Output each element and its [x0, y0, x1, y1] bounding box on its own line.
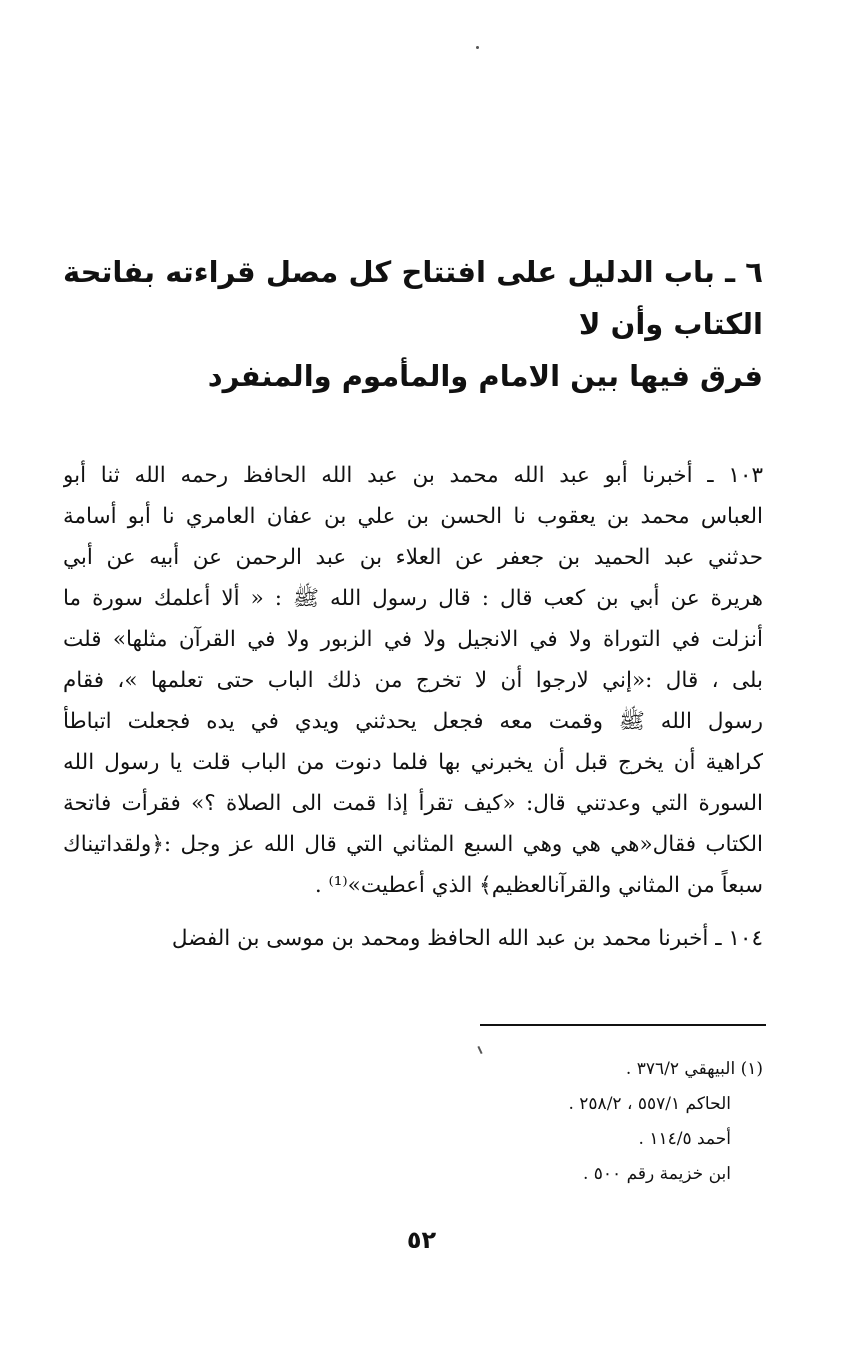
- text-line: هريرة عن أبي بن كعب قال : قال رسول الله ﷺ : « ألا أعلمك سورة ما: [63, 586, 763, 611]
- text-line: ١٠٤ ـ أخبرنا محمد بن عبد الله الحافظ ومحمد بن موسى بن الفضل: [171, 926, 763, 951]
- text-line: السورة التي وعدتني قال: «كيف تقرأ إذا قمت الى الصلاة ؟» فقرأت فاتحة: [63, 791, 763, 816]
- text-line: العباس محمد بن يعقوب نا الحسن بن علي بن عفان العامري نا أبو أسامة: [63, 504, 763, 529]
- footnote-1-ref-4: ابن خزيمة رقم ٥٠٠ .: [582, 1164, 731, 1184]
- text-line: سبعاً من المثاني والقرآنالعظيم﴾ الذي أعطيت»⁽¹⁾ .: [314, 873, 763, 898]
- text-line: الكتاب فقال«هي هي وهي السبع المثاني التي قال الله عز وجل :﴿ولقداتيناك: [63, 832, 763, 857]
- text-line: رسول الله ﷺ وقمت معه فجعل يحدثني ويدي في يده فجعلت اتباطأ: [63, 709, 763, 734]
- text-line: حدثني عبد الحميد بن جعفر عن العلاء بن عبد الرحمن عن أبيه عن أبي: [63, 545, 763, 570]
- chapter-heading-line-2: فرق فيها بين الامام والمأموم والمنفرد: [207, 359, 763, 393]
- hadith-103: [63, 455, 763, 906]
- footnote-separator: [480, 1024, 766, 1026]
- page-number: ٥٢: [406, 1226, 437, 1254]
- footnotes: [463, 1052, 763, 1192]
- footnote-1: (١) البيهقي ٣٧٦/٢ .: [625, 1059, 763, 1079]
- text-line: بلى ، قال :«إني لارجوا أن لا تخرج من ذلك الباب حتى تعلمها »، فقام: [63, 668, 763, 693]
- text-line: كراهية أن يخرج قبل أن يخبرني بها فلما دنوت من الباب قلت يا رسول الله: [63, 750, 763, 775]
- text-line: ١٠٣ ـ أخبرنا أبو عبد الله محمد بن عبد الله الحافظ رحمه الله ثنا أبو: [63, 463, 763, 488]
- hadith-104: [63, 918, 763, 959]
- chapter-heading-line-1: ٦ ـ باب الدليل على افتتاح كل مصل قراءته بفاتحة الكتاب وأن لا: [63, 255, 763, 341]
- chapter-heading: [63, 246, 763, 402]
- footnote-1-ref-3: أحمد ١١٤/٥ .: [638, 1129, 731, 1149]
- main-text: [63, 455, 763, 959]
- footnote-1-ref-2: الحاكم ٥٥٧/١ ، ٢٥٨/٢ .: [568, 1094, 731, 1114]
- text-line: أنزلت في التوراة ولا في الانجيل ولا في الزبور ولا في القرآن مثلها» قلت: [63, 627, 763, 652]
- page-speck: [476, 46, 479, 49]
